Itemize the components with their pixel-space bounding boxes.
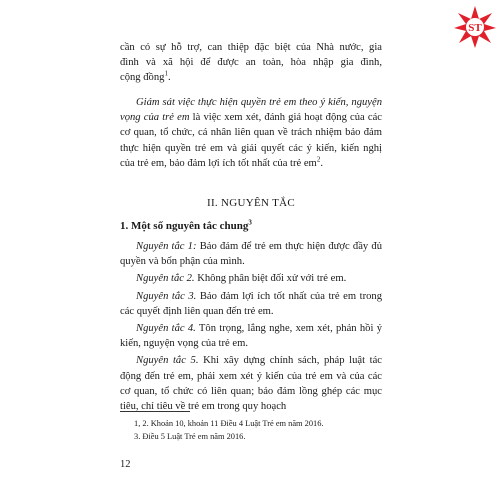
footnote-ref-2: 2 [316, 155, 321, 164]
principle-4: Nguyên tắc 4. Tôn trọng, lắng nghe, xem xét, phản hồi ý kiến, nguyện vọng của trẻ em. [120, 323, 382, 350]
footnote-2: 3. Điều 5 Luật Trẻ em năm 2016. [134, 432, 246, 441]
footnote-ref-1: 1 [164, 69, 168, 78]
top-line-3: cộng đồng [120, 72, 165, 84]
page-number: 12 [120, 459, 131, 470]
principle-3: Nguyên tắc 3. Bảo đảm lợi ích tốt nhất của trẻ em trong các quyết định liên quan đến trẻ em. [120, 290, 383, 317]
footnote-divider [120, 411, 190, 412]
principles-list [120, 239, 382, 416]
monitoring-paragraph: Giám sát việc thực hiện quyền trẻ em theo ý kiến, nguyện vọng của trẻ em là việc xem xét, đánh giá hoạt động của các cơ quan, tổ chức, cá nhân liên quan về trách nhiệm bảo đảm thực hiện quyền trẻ em và giải quyết các ý kiến, kiến nghị của trẻ em, bảo đảm lợi ích tốt nhất của trẻ $em^2$. [120, 97, 382, 169]
monitoring-text: là việc xem xét, đánh giá hoạt động của các cơ quan, tổ chức, cá nhân liên quan về trách nhiệm bảo đảm thực hiện quyền trẻ em và giải quyết các ý kiến, kiến nghị của trẻ em, bảo đảm lợi ích tốt nhất của trẻ em [120, 112, 382, 169]
footnote-ref-3: 3 [248, 218, 252, 227]
publisher-logo [454, 6, 496, 48]
top-line-2: đình và xã hội để được an toàn, hòa nhập gia đình, [120, 57, 382, 69]
top-paragraph: cần có sự hỗ trợ, can thiệp đặc biệt của Nhà nước, gia đình và xã hội để được an toàn, hòa nhập gia đình, cộng đồng$^1$. [120, 42, 382, 84]
footnote-1: 1, 2. Khoản 10, khoản 11 Điều 4 Luật Trẻ em năm 2016. [134, 419, 324, 428]
subheading: 1. Một số nguyên tắc chung$^3$ [120, 218, 252, 232]
principle-2: Nguyên tắc 2. Không phân biệt đối xử với trẻ em. [136, 273, 347, 285]
principle-5: Nguyên tắc 5. Khi xây dựng chính sách, pháp luật tác động đến trẻ em, phải xem xét ý kiến của trẻ em và của các cơ quan, tổ chức có liên quan; bảo đảm lồng ghép các mục tiêu, chỉ tiêu về trẻ em trong quy hoạch [120, 355, 382, 413]
principle-1: Nguyên tắc 1: Bảo đảm để trẻ em thực hiện được đầy đủ quyền và bổn phận của mình. [120, 241, 382, 268]
logo-text: ST [468, 22, 482, 34]
monitoring-italic: Giám sát việc thực hiện quyền trẻ em theo ý kiến, nguyện vọng của trẻ em [120, 97, 382, 124]
top-line-1: cần có sự hỗ trợ, can thiệp đặc biệt của Nhà nước, gia [120, 42, 382, 53]
section-heading: II. NGUYÊN TẮC [206, 197, 296, 209]
